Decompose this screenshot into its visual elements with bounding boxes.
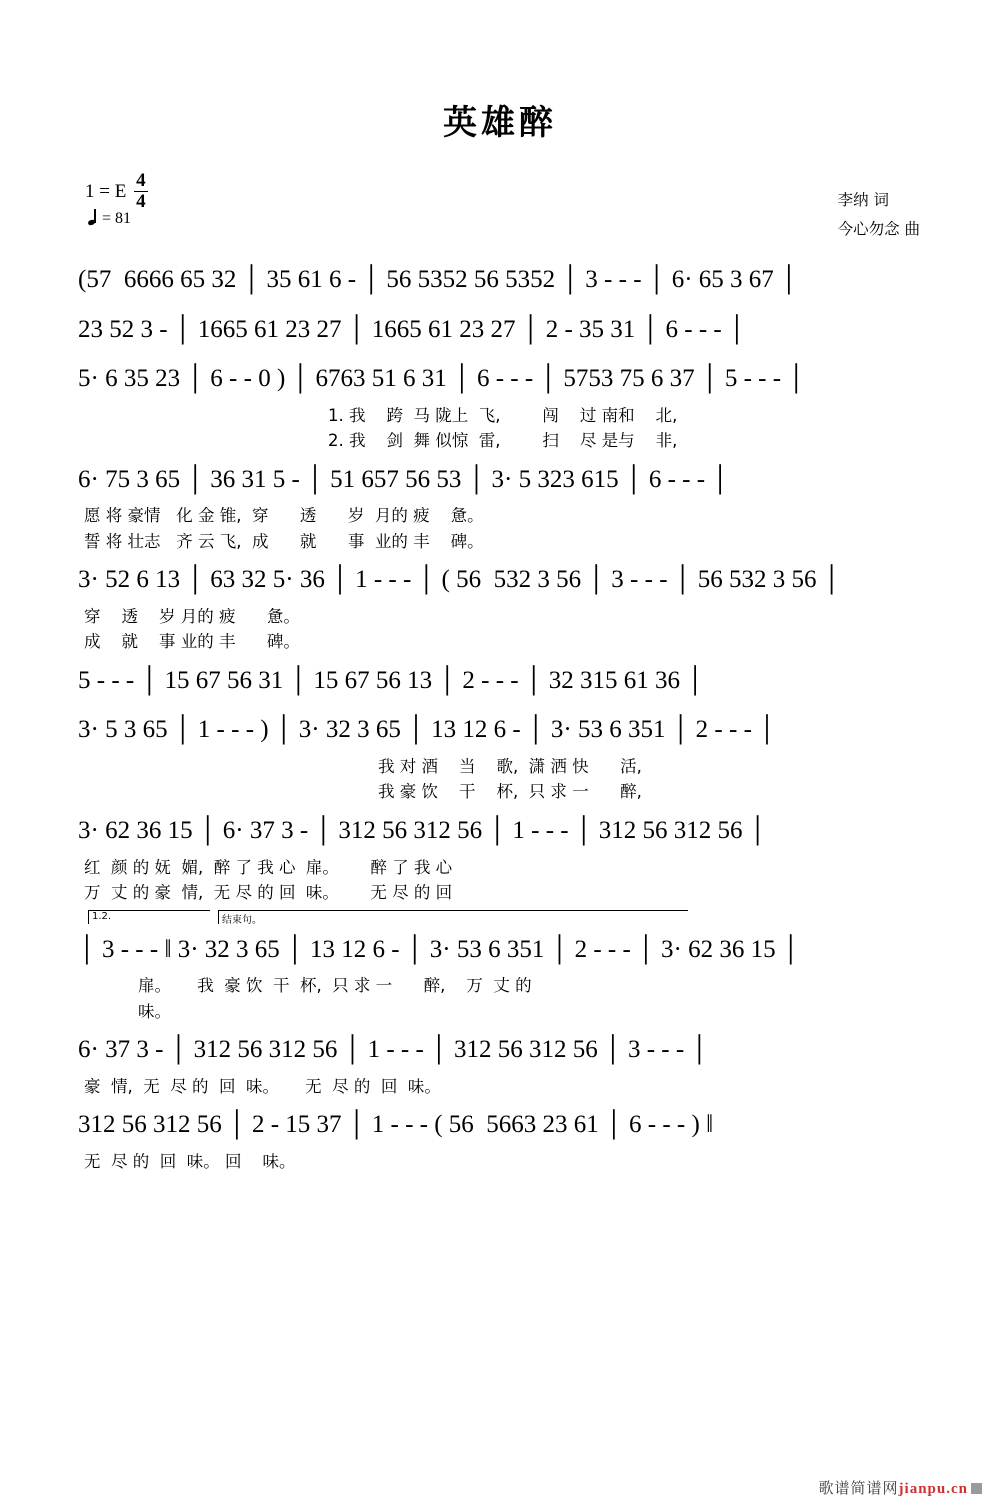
ending-bracket-1: 1.2. [88, 910, 210, 924]
music-system [78, 256, 928, 304]
lyric-line: 我 豪 饮 干 杯, 只 求 一 醉, [378, 782, 642, 802]
music-system [78, 657, 928, 705]
notation-line: 3· 62 36 15 │ 6· 37 3 - │ 312 56 312 56 │ 1 - - - │ 312 56 312 56 │ [78, 817, 767, 844]
lyric-line: 穿 透 岁 月的 疲 惫。 [84, 606, 300, 626]
watermark [819, 1477, 982, 1498]
lyric-line: 无 尽 的 回 味。 回 味。 [84, 1151, 296, 1171]
lyric-line: 成 就 事 业的 丰 碑。 [84, 632, 300, 652]
music-system [78, 908, 928, 1025]
lyric-line: 扉。 我 豪 饮 干 杯, 只 求 一 醉, 万 丈 的 [138, 976, 532, 996]
notation-line: 312 56 312 56 │ 2 - 15 37 │ 1 - - - ( 56 5663 23 61 │ 6 - - - ) ‖ [78, 1111, 714, 1139]
music-system [78, 807, 928, 906]
credits [838, 186, 920, 245]
notation-line: 23 52 3 - │ 1665 61 23 27 │ 1665 61 23 27 │ 2 - 35 31 │ 6 - - - │ [78, 315, 746, 343]
notation-line: 5 - - - │ 15 67 56 31 │ 15 67 56 13 │ 2 - - - │ 32 315 61 36 │ [78, 666, 705, 694]
music-system [78, 556, 928, 655]
score-header [0, 164, 1000, 256]
tempo-value: = 81 [102, 210, 132, 227]
notation-line: 6· 37 3 - │ 312 56 312 56 │ 1 - - - │ 312 56 312 56 │ 3 - - - │ [78, 1036, 709, 1064]
watermark-text: 歌谱简谱网 [818, 1479, 899, 1497]
key-signature-label: 1 = E [85, 180, 127, 202]
notation-line: (57 6666 65 32 │ 35 61 6 - │ 56 5352 56 5352 │ 3 - - - │ 6· 65 3 67 │ [78, 266, 798, 293]
music-system [78, 1026, 928, 1099]
music-system [78, 456, 928, 555]
music-system [78, 355, 928, 454]
notation-line: 5· 6 35 23 │ 6 - - 0 ) │ 6763 51 6 31 │ 6 - - - │ 5753 75 6 37 │ 5 - - - │ [78, 365, 806, 392]
lyric-line: 愿 将 豪情 化 金 锥, 穿 透 岁 月的 疲 惫。 [84, 506, 484, 526]
notation-line: 3· 5 3 65 │ 1 - - - ) │ 3· 32 3 65 │ 13 12 6 - │ 3· 53 6 351 │ 2 - - - │ [78, 716, 776, 744]
lyric-line: 1. 我 跨 马 陇上 飞, 闯 过 南和 北, [328, 405, 678, 425]
watermark-site: jianpu.cn [898, 1481, 968, 1497]
score-body [0, 256, 1000, 1174]
ending-bracket-2: 结束句。 [218, 910, 688, 924]
music-system [78, 1101, 928, 1174]
notation-line: 6· 75 3 65 │ 36 31 5 - │ 51 657 56 53 │ 3· 5 323 615 │ 6 - - - │ [78, 465, 730, 493]
quarter-note-icon [88, 210, 98, 226]
lyric-line: 红 颜 的 妩 媚, 醉 了 我 心 扉。 醉 了 我 心 [84, 857, 453, 877]
lyric-line: 豪 情, 无 尽 的 回 味。 无 尽 的 回 味。 [84, 1076, 441, 1096]
tempo-marking [88, 210, 131, 228]
watermark-box-icon [971, 1483, 982, 1494]
sheet-music-page [0, 95, 1000, 1510]
key-signature [85, 172, 148, 213]
time-signature-denominator: 4 [136, 190, 146, 212]
notation-line: 3· 52 6 13 │ 63 32 5· 36 │ 1 - - - │ ( 56 532 3 56 │ 3 - - - │ 56 532 3 56 │ [78, 566, 841, 594]
notation-line: │ 3 - - - ‖ 3· 32 3 65 │ 13 12 6 - │ 3· 53 6 351 │ 2 - - - │ 3· 62 36 15 │ [78, 935, 800, 963]
music-system [78, 706, 928, 805]
time-signature [134, 171, 148, 212]
lyric-line: 万 丈 的 豪 情, 无 尽 的 回 味。 无 尽 的 回 [84, 883, 453, 903]
lyric-line: 誓 将 壮志 齐 云 飞, 成 就 事 业的 丰 碑。 [84, 531, 484, 551]
page-title: 英雄醉 [443, 103, 557, 143]
music-system [78, 306, 928, 354]
time-signature-numerator: 4 [136, 170, 146, 191]
composer-credit: 今心勿念 曲 [837, 220, 920, 239]
lyric-line: 味。 [138, 1001, 171, 1021]
lyric-line: 我 对 酒 当 歌, 潇 洒 快 活, [378, 756, 642, 776]
lyricist-credit: 李纳 词 [837, 191, 889, 209]
lyric-line: 2. 我 剑 舞 似惊 雷, 扫 尽 是与 非, [328, 431, 678, 451]
ending-brackets [78, 908, 928, 926]
